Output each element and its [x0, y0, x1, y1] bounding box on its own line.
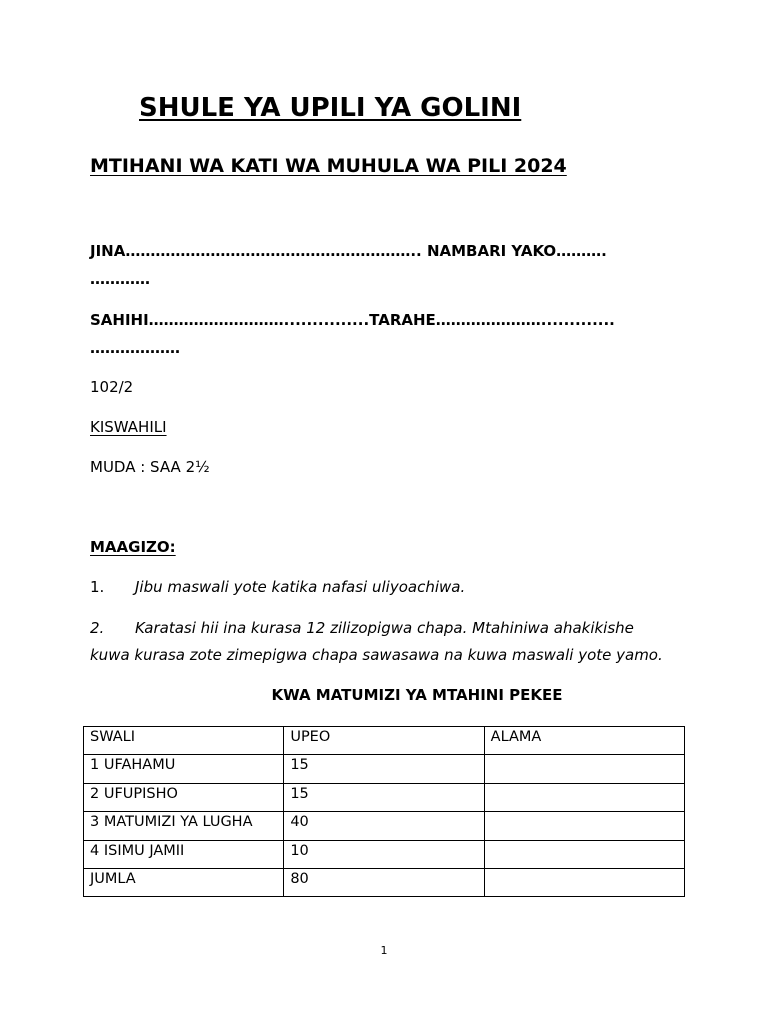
table-cell-swali: JUMLA: [84, 868, 284, 896]
instruction-text: Jibu maswali yote katika nafasi uliyoachiwa.: [135, 578, 466, 596]
table-cell-upeo: 15: [284, 783, 484, 811]
column-header-upeo: UPEO: [284, 727, 484, 755]
exam-duration: MUDA : SAA 2½: [90, 458, 210, 476]
table-cell-alama[interactable]: [484, 812, 684, 840]
school-name: SHULE YA UPILI YA GOLINI: [139, 93, 522, 123]
name-number-field-line: JINA………………………………………………….. NAMBARI YAKO……….: [90, 242, 607, 260]
table-cell-upeo: 15: [284, 755, 484, 783]
table-row: [84, 783, 685, 811]
instructions-heading: MAAGIZO:: [90, 538, 176, 556]
instruction-number: 2.: [90, 619, 105, 637]
table-row: [84, 755, 685, 783]
table-cell-upeo: 40: [284, 812, 484, 840]
table-row: [84, 840, 685, 868]
signature-date-field-line: SAHIHI………………………...............TARAHE………………….............: [90, 311, 615, 329]
name-number-field-continuation: …………: [90, 270, 150, 288]
exam-title: MTIHANI WA KATI WA MUHULA WA PILI 2024: [90, 155, 567, 177]
table-cell-upeo: 10: [284, 840, 484, 868]
table-cell-swali: 2 UFUPISHO: [84, 783, 284, 811]
table-cell-alama[interactable]: [484, 755, 684, 783]
table-row: [84, 812, 685, 840]
table-cell-upeo: 80: [284, 868, 484, 896]
table-cell-swali: 1 UFAHAMU: [84, 755, 284, 783]
instruction-item: [90, 578, 465, 596]
table-cell-alama[interactable]: [484, 840, 684, 868]
page-number: 1: [380, 944, 388, 957]
instruction-text: Karatasi hii ina kurasa 12 zilizopigwa chapa. Mtahiniwa ahakikishe: [135, 619, 634, 637]
paper-code: 102/2: [90, 378, 134, 396]
table-cell-swali: 4 ISIMU JAMII: [84, 840, 284, 868]
subject-name: KISWAHILI: [90, 418, 167, 436]
instruction-item: [90, 619, 634, 637]
instruction-number: 1.: [90, 578, 105, 596]
table-row-total: [84, 868, 685, 896]
table-cell-swali: 3 MATUMIZI YA LUGHA: [84, 812, 284, 840]
column-header-swali: SWALI: [84, 727, 284, 755]
signature-date-field-continuation: ………………: [90, 339, 180, 357]
table-cell-alama[interactable]: [484, 868, 684, 896]
table-cell-alama[interactable]: [484, 783, 684, 811]
examiner-marks-table: [83, 726, 685, 897]
instruction-text-continuation: kuwa kurasa zote zimepigwa chapa sawasawa na kuwa maswali yote yamo.: [90, 646, 663, 664]
column-header-alama: ALAMA: [484, 727, 684, 755]
examiner-table-caption: KWA MATUMIZI YA MTAHINI PEKEE: [271, 686, 563, 704]
table-header-row: [84, 727, 685, 755]
